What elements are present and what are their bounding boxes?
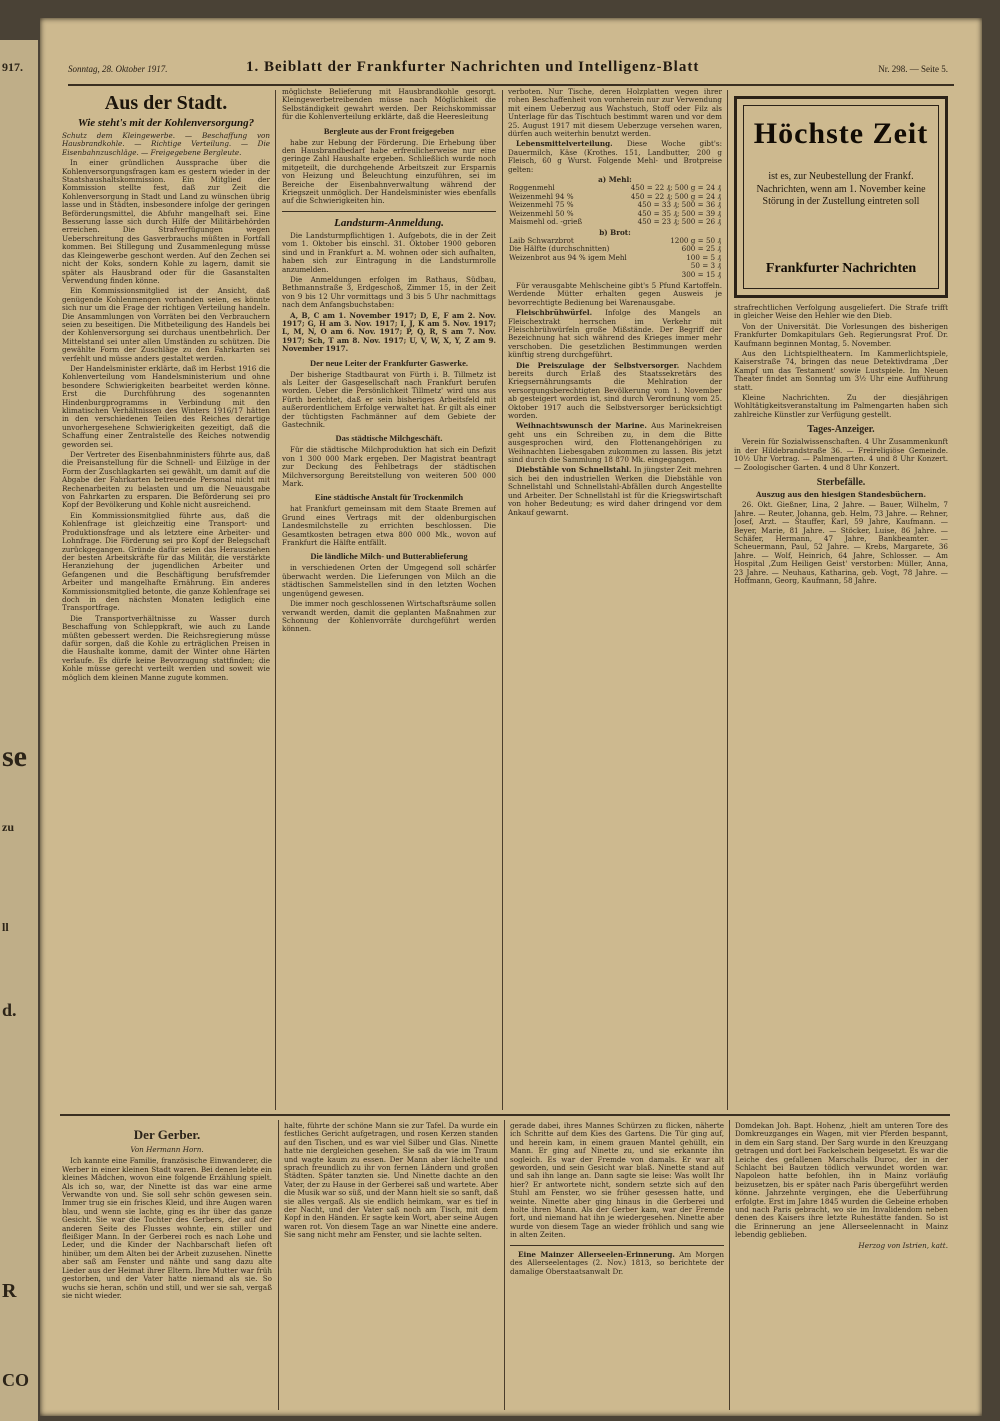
subheading: Das städtische Milchgeschäft. — [335, 433, 443, 444]
paragraph: Die immer noch geschlossenen Wirtschaftsräume sollen verwandt werden, damit die geplanten Maßnahmen zur Schonung der Kohlenvorräte durchgeführt werden können. — [282, 599, 496, 634]
feuilleton-column-1 — [62, 1122, 272, 1410]
masthead — [68, 59, 954, 86]
paragraph: A, B, C am 1. November 1917; D, E, F am 2. Nov. 1917; G, H am 3. Nov. 1917; I, J, K am 5. Nov. 1917; L, M, N, O am 6. Nov. 1917; P, Q, R, S am 7. Nov. 1917; Sch, T am 8. Nov. 1917; U, V, W, X, Y, Z am 9. November 1917. — [282, 310, 496, 354]
paragraph: Ich kannte eine Familie, französische Einwanderer, die Werber in einer kleinen Stadt waren. Bei denen lebte ein kleines Mädchen, wovon eine folgende Erzählung spielt. Als ich so, war, der Ninette ist das war eine arme Verwandte von und. Sie soll sehr schön gewesen sein. Immer trug sie ein frisches Kleid, und ihre Augen waren blau, und wenn sie lachte, ging es ihr über das ganze Gesicht. Sie war die Tochter des Gerbers, der auf der anderen Seite des Flusses wohnte, ein stiller und fleißiger Mann. In der Gerberei roch es nach Lohe und Leder, und die Kinder der Nachbarschaft liefen oft hinüber, um dem Alten bei der Arbeit zuzusehen. Ninette aber saß am Fenster und nähte und sang dazu alte Lieder aus der Heimat ihrer Eltern. Ihre Mutter war früh gestorben, und der Vater hatte niemand als sie. So wuchs sie heran, schön und still, und wer sie sah, vergaß sie nicht wieder. — [62, 1156, 272, 1300]
strip-fragment: R — [2, 1280, 17, 1302]
table-row: Maismehl od. -grieß 450 = 23 ₰; 500 = 26 ₰ — [509, 217, 721, 227]
paragraph: Die Transportverhältnisse zu Wasser durch Beschaffung von Schleppkraft, wie auch zu Lande müßten gebessert werden. Die Reichsregierung müsse dafür sorgen, daß die Kohle zu erträglichen Preisen in die Haushalte komme, damit der Winter ohne Härten verlaufe. Es dürfe keine Bevorzugung stattfinden; die Kohle müsse gerecht verteilt werden und soweit wie möglich dem kleinen Manne zugute kommen. — [62, 613, 270, 682]
inline-heading: Eine Mainzer Allerseelen-Erinnerung. — [518, 1249, 675, 1259]
issue-date: Sonntag, 28. Oktober 1917. — [68, 64, 168, 74]
table-row: 50 = 3 ₰ — [690, 261, 721, 271]
inline-heading: Weihnachtswunsch der Marine. — [516, 421, 647, 431]
ad-newspaper-name: Frankfurter Nachrichten — [765, 261, 917, 276]
feuilleton-column-4 — [735, 1122, 948, 1410]
table-row: 300 = 15 ₰ — [681, 269, 721, 279]
inline-heading: Lebensmittelverteilung. — [516, 139, 613, 149]
table-row: Die Hälfte (durchschnitten) 600 = 25 ₰ — [509, 244, 721, 254]
article-headline: Landsturm-Anmeldung. — [334, 216, 444, 229]
column-2 — [282, 88, 496, 1110]
subheading: Die ländliche Milch- und Butterablieferung — [310, 551, 468, 562]
inline-heading: Die Preiszulage der Selbstversorger. — [516, 360, 680, 370]
column-1 — [62, 88, 270, 1110]
table-row: Weizenmehl 94 % 450 = 22 ₰; 500 g = 24 ₰ — [509, 191, 721, 201]
paragraph: habe zur Hebung der Förderung. Die Erhebung über den Hausbrandbedarf habe erfreulicherweise nur eine geringe Zahl Haushalte ergeben. Schließlich wurde noch mitgeteilt, die durchgehende Arbeitszeit zur Ersparnis von Heizung und Beleuchtung einzuführen, sei im Bereiche der Eisenbahnverwaltung während der Kriegszeit unmöglich. Der Handelsminister wies ebenfalls auf die Schwierigkeiten hin. — [282, 137, 496, 206]
paragraph: verboten. Nur Tische, deren Holzplatten wegen ihrer rohen Beschaffenheit von vornherein nur zur Verwendung mit einem Ueberzug aus Wachstuch, Stoff oder Filz als Unterlage für das Tischtuch bestimmt waren und vor dem 25. August 1917 mit diesem Ueberzuge versehen waren, dürfen auch weiterhin benutzt werden. — [508, 88, 722, 139]
paragraph: Der bisherige Stadtbaurat von Fürth i. B. Tillmetz ist als Leiter der Gasgesellschaft nach Frankfurt berufen worden. Ueber die Persönlichkeit Tillmetz' wird uns aus Fürth berichtet, daß er sein bisheriges Arbeitsfeld mit außerordentlichem Erfolge verwaltet hat. Er gilt als einer der tüchtigsten Fachmänner auf dem Gebiete der Gastechnik. — [282, 369, 496, 429]
strip-fragment: zu — [2, 820, 14, 834]
article-summary: Schutz dem Kleingewerbe. — Beschaffung von Hausbrandkohle. — Richtige Verteilung. — Die Eisenbahnzuschläge. — Freigegebene Bergleute. — [62, 131, 270, 157]
masthead-title: 1. Beiblatt der Frankfurter Nachrichten und Intelligenz-Blatt — [246, 59, 700, 75]
table-row: Laib Schwarzbrot 1200 g = 50 ₰ — [509, 235, 721, 245]
table-row: Weizenmehl 50 % 450 = 35 ₰; 500 = 39 ₰ — [509, 208, 721, 218]
page-number: Nr. 298. — Seite 5. — [878, 64, 948, 74]
adjacent-page-strip — [0, 40, 38, 1421]
table-row: Roggenmehl 450 = 22 ₰; 500 g = 24 ₰ — [509, 183, 721, 193]
feuilleton-divider — [60, 1114, 950, 1116]
section-headline: Aus der Stadt. — [104, 92, 228, 114]
feuilleton-column-2 — [284, 1122, 498, 1410]
paragraph: Ein Kommissionsmitglied führte aus, daß die Kohlenfrage ist gleichzeitig eine Transport- und Produktionsfrage und als letztere eine Arbeiter- und Lohnfrage. Die Förderung sei pro Kopf der Belegschaft zurückgegangen. Gründe dafür seien das Herausziehen der besten Arbeitskräfte für das Militär, die verstärkte Heranziehung der jugendlichen Arbeiter und Gefangenen und die Beschäftigung berufsfremder Arbeiter und mangelhafte Ernährung. Ein anderes Kommissionsmitglied betonte, die ganze Kohlenfrage sei doch in den nächsten Monaten lediglich eine Transportfrage. — [62, 510, 270, 613]
section-heading: Tages-Anzeiger. — [807, 424, 875, 436]
paragraph: möglichste Belieferung mit Hausbrandkohle gesorgt. Kleingewerbetreibenden müsse nach Möglichkeit die Selbständigkeit gewahrt werden. Der Reichskommissar für die Kohlenverteilung erklärte, daß die Heeresleitung — [282, 88, 496, 122]
paragraph: gerade dabei, ihres Mannes Schürzen zu flicken, näherte ich Schritte auf dem Kies des Gartens. Die Tür ging auf, und herein kam, in einem grauen Mantel gehüllt, ein Mann. Er ging auf Ninette zu, und sie erkannte ihn sogleich. Es war der Fremde von damals. Er war alt geworden, und sein Gesicht war blaß. Ninette stand auf und sah ihn lange an. Dann sagte sie leise: Was wollt Ihr hier? Er antwortete nicht, sondern setzte sich auf den Stuhl am Fenster, wo sie früher gesessen hatte, und weinte. Ninette aber ging hinaus in die Gerberei und holte ihren Mann. Als der Gerber kam, war der Fremde fort, und niemand hat ihn je wiedergesehen. Ninette aber wurde von diesem Tage an wieder fröhlich und sang wie in alten Zeiten. — [510, 1122, 724, 1240]
paragraph: strafrechtlichen Verfolgung ausgeliefert. Die Strafe trifft in gleicher Weise den Hehler wie den Dieb. — [734, 304, 948, 321]
inline-heading: Fleischbrühwürfel. — [516, 308, 593, 318]
paragraph: Für verausgabte Mehlscheine gibt's 5 Pfund Kartoffeln. Werdende Mütter erhalten gegen Ausweis je bevorrechtigte Bedienung bei Warenausgabe. — [508, 280, 722, 307]
subheading: Der neue Leiter der Frankfurter Gaswerke. — [309, 357, 468, 368]
section-subheading: Auszug aus den hiesigen Standesbüchern. — [755, 489, 927, 499]
table-row: Weizenbrot aus 94 % igem Mehl 100 = 5 ₰ — [509, 252, 721, 262]
story-author: Von Hermann Horn. — [130, 1145, 204, 1154]
subheading: Eine städtische Anstalt für Trockenmilch — [314, 492, 464, 503]
ad-title: Höchste Zeit — [753, 117, 929, 150]
paragraph: 26. Okt. Gießner, Lina, 2 Jahre. — Bauer, Wilhelm, 7 Jahre. — Reuter, Johanna, geb. Helm, 73 Jahre. — Rehner, Josef, Arzt. — Stauffer, Karl, 59 Jahre, Kaufmann. — Beyer, Marie, 81 Jahre. — Stöcker, Luise, 86 Jahre. — Schäfer, Hermann, 47 Jahre, Bankbeamter. — Scheuermann, Paul, 52 Jahre. — Krebs, Margarete, 36 Jahre. — Wolf, Heinrich, 64 Jahre, Schlosser. — Am Hospital ,Zum Heiligen Geist' verstorben: Müller, Anna, 23 Jahre. — Neuhaus, Katharina, geb. Vogt, 78 Jahre. — Hoffmann, Georg, Kaufmann, 58 Jahre. — [734, 500, 948, 585]
column-divider — [727, 90, 728, 1110]
paragraph: in verschiedenen Orten der Umgegend soll schärfer überwacht werden. Die Lieferungen von Milch an die städtischen Sammelstellen sind in den letzten Wochen ungenügend gewesen. — [282, 563, 496, 598]
column-3: verboten. Nur Tische, deren Holzplatten wegen ihrer rohen Beschaffenheit von vornherein nur zur Verwendung mit einem Ueberzug aus Wachstuch, Stoff oder Filz als Unterlage für das Tischtuch bestimmt waren und vor dem 25. August 1917 mit diesem Ueberzuge versehen waren, dürfen auch weiterhin benutzt werden. Lebensmittelverteilung. Diese Woche gibt's: Dauermilch, Käse (Krothes. 151, Landbutter, 200 g Fleisch, 60 g Wurst. Folgende Mehl- und Brotpreise gelten: a) Mehl: Roggenmehl 450 = 22 ₰; 500 g = 24 ₰ Weizenmehl 94 % 450 = 22 ₰; 500 g = 24 ₰ Weizenmehl 75 % 450 = 33 ₰; 500 = 36 ₰ Weizenmehl 50 % 450 = 35 ₰; 500 = 39 ₰ Maismehl od. -grieß 450 = 23 ₰; 500 = 26 ₰ b) Brot: Laib Schwarzbrot 1200 g = 50 ₰ Die Hälfte (durchschnitten) 600 = 25 ₰ Weizenbrot aus 94 % igem Mehl 100 = 5 ₰ 50 = 3 ₰ 300 = 15 ₰ Für verausgabte Mehlscheine gibt's 5 Pfund Kartoffeln. Werdende Mütter erhalten gegen Ausweis je bevorrechtigte Bedienung bei Warenausgabe. Fleischbrühwürfel. Infolge des Mangels an Fleischextrakt herrschen im Verkehr mit Fleischbrühwürfeln große Mißstände. Der Begriff der Bezeichnung hat sich während des Krieges immer mehr verschoben. Die gesetzlichen Bestimmungen werden künftig streng durchgeführt. Die Preiszulage der Selbstversorger. Nachdem bereits durch Erlaß des Staatssekretärs des Kriegsernährungsamts die Mehlration der versorgungsberechtigten Bevölkerung vom 1. November ab gesteigert worden ist, sind durch Verordnung vom 25. Oktober 1917 auch die Selbstversorger berücksichtigt worden. Weihnachtswunsch der Marine. Aus Marinekreisen geht uns ein Schreiben zu, in dem die Bitte ausgesprochen wird, den Flottenangehörigen zu Weihnachten Liebesgaben zukommen zu lassen. Bis jetzt sind durch die Sammlung 18 870 Mk. eingegangen. Diebstähle von Schnellstahl. In jüngster Zeit mehren sich bei den industriellen Werken die Diebstähle von Schnellstahl und Schnellstahl-Abfällen durch Angestellte und Arbeiter. Der Schnellstahl ist für die Kriegswirtschaft von hoher Bedeutung; es wird daher dringend vor dem Ankauf gewarnt. — [508, 88, 722, 517]
column-divider — [502, 90, 503, 1110]
section-heading: Sterbefälle. — [816, 476, 866, 488]
paragraph: Von der Universität. Die Vorlesungen des bisherigen Frankfurter Domkapitulars Geh. Regierungsrat Prof. Dr. Kaufmann beginnen Montag, 5. November. — [734, 321, 948, 348]
paragraph: Die Anmeldungen erfolgen im Rathaus, Südbau, Bethmannstraße 3, Erdgeschoß, Zimmer 15, in der Zeit von 9 bis 12 Uhr vormittags und 3 bis 5 Uhr nachmittags nach dem Anfangsbuchstaben: — [282, 274, 496, 310]
table-caption: a) Mehl: — [598, 175, 632, 185]
story-title: Der Gerber. — [133, 1127, 201, 1142]
paragraph: Domdekan Joh. Bapt. Hohenz, ,hielt am unteren Tore des Domkreuzganges ein Wagen, mit vier Pferden bespannt, in dem ein Sarg stand. Der Sarg wurde in den Kreuzgang getragen und dort bei Fackelschein beigesetzt. Es war die Leiche des gefallenen Marschalls Duroc, der in der Schlacht bei Bautzen tödlich verwundet worden war. Napoleon hatte befohlen, ihn in Mainz vorläufig beizusetzen, bis er später nach Paris übergeführt werden könne. Jahrzehnte vergingen, ehe die Ueberführung erfolgte. Erst im Jahre 1845 wurden die Gebeine erhoben und nach Paris gebracht, wo sie im Invalidendom neben denen des Kaisers ihre letzte Ruhestätte fanden. So ist die Erinnerung an jene Allerseelennacht in Mainz lebendig geblieben. — [735, 1122, 948, 1240]
paragraph: Diese Woche gibt's: Dauermilch, Käse (Krothes. 151, Landbutter, 200 g Fleisch, 60 g Wurst. Folgende Mehl- und Brotpreise gelten: — [508, 139, 722, 174]
table-caption: b) Brot: — [599, 227, 631, 237]
paragraph: Kleine Nachrichten. Zu der diesjährigen Wohltätigkeitsveranstaltung im Palmengarten haben sich zahlreiche Künstler zur Verfügung gestellt. — [734, 393, 948, 419]
paragraph: Die Landsturmpflichtigen 1. Aufgebots, die in der Zeit vom 1. Oktober bis einschl. 31. Oktober 1900 geboren sind und in Frankfurt a. M. wohnen oder sich aufhalten, haben sich zur Eintragung in die Landsturmrolle anzumelden. — [282, 230, 496, 274]
paragraph: Der Vertreter des Eisenbahnministers führte aus, daß die Preisanstellung für die Schnell- und Eilzüge in der Form der Zuschlagkarten sei gewählt, um damit auf die Abgabe der Fahrkarten betreuende Personal nicht mit Rechenarbeiten zu belasten und um die Neuausgabe von Fahrkarten zu ersparen. Die Beförderung sei pro Kopf der Bevölkerung und Kohle nicht ausreichend. — [62, 450, 270, 510]
paragraph: Für die städtische Milchproduktion hat sich ein Defizit von 1 300 000 Mark ergeben. Der Magistrat beantragt zur Deckung des Fehlbetrags der städtischen Milchversorgung Bereitstellung von weiteren 500 000 Mark. — [282, 445, 496, 489]
paragraph: Aus den Lichtspieltheatern. Im Kammerlichtspiele, Kaiserstraße 74, bringen das neue Detektivdrama ,Der Kampf um das Testament' sowie Lustspiele. Im Neuen Theater findet am Sonntag um 3½ Uhr eine Aufführung statt. — [734, 349, 948, 392]
bread-price-table — [508, 237, 722, 279]
paragraph: hat Frankfurt gemeinsam mit dem Staate Bremen auf Grund eines Vertrags mit der oldenburgischen Landesmilchstelle zu errichten beschlossen. Die Gesamtkosten betragen etwa 800 000 Mk., wovon auf Frankfurt die Hälfte entfällt. — [282, 504, 496, 548]
paragraph: Der Handelsminister erklärte, daß im Herbst 1916 die Kohlenverteilung vom Handelsministerium und ohne besondere Schwierigkeiten bearbeitet werden könne. Erst die Durchführung des sogenannten Hindenburgprogramms in Verbindung mit den klimatischen Verhältnissen des Winters 1916/17 hätten in den verschiedenen Teilen des Reiches derartige unvorhergesehene Schwierigkeiten gezeitigt, daß die Schaffung einer Zentralstelle des Reiches notwendig geworden sei. — [62, 363, 270, 449]
paragraph: In einer gründlichen Aussprache über die Kohlenversorgungsfragen kam es gestern wieder in der Staatshaushaltskommission. Ein Mitglied der Kommission stellte fest, daß zur Zeit die Kohlenversorgung in Stadt und Land zu wünschen übrig lasse und in Städten, insbesondere infolge der geringen Beförderungsmittel, die Abfuhr mangelhaft sei. Eine Besserung lasse sich durch Hilfe der Militärbehörden erreichen. Die Strafverfügungen wegen Ueberschreitung des Gasverbrauchs müßten in Fortfall kommen. Bei Stillegung und Zusammenlegung müsse das Kleingewerbe geschont werden. Auf den Zechen sei nicht der Koks, sondern Kohle zu lagern, damit sie später als Hausbrand oder für die Gasanstalten Verwendung finden könne. — [62, 158, 270, 285]
column-4 — [734, 304, 948, 1110]
strip-fragment: se — [2, 740, 27, 773]
strip-fragment: ll — [2, 920, 9, 934]
paragraph: Verein für Sozialwissenschaften. 4 Uhr Zusammenkunft in der Hildebrandstraße 36. — Freireligiöse Gemeinde. 10½ Uhr Vortrag. — Palmengarten. 4 und 8 Uhr Konzert. — Zoologischer Garten. 4 und 8 Uhr Konzert. — [734, 437, 948, 472]
signature: Herzog von Istrien, katt. — [858, 1240, 948, 1250]
table-row: Weizenmehl 75 % 450 = 33 ₰; 500 = 36 ₰ — [509, 200, 721, 210]
article-headline: Wie steht's mit der Kohlenversorgung? — [77, 117, 255, 129]
column-divider — [504, 1120, 505, 1410]
paragraph: halte, führte der schöne Mann sie zur Tafel. Da wurde ein festliches Gericht aufgetragen, und rosen Kerzen standen auf den Tischen, und es war viel Silber und Glas. Ninette hatte nie dergleichen gesehen. Sie saß da wie im Traum und wagte kaum zu essen. Der Mann aber lächelte und sprach freundlich zu ihr von fernen Ländern und großen Städten. Später tanzten sie. Und Ninette dachte an den Vater, der zu Hause in der Gerberei saß und wartete. Aber die Musik war so süß, und der Mann hielt sie so sanft, daß sie alles vergaß. Als sie endlich heimkam, war es tief in der Nacht, und der Vater saß noch am Tisch, mit dem Kopf in den Händen. Er sagte kein Wort, aber seine Augen waren rot. Von diesem Tage an war Ninette eine andere. Sie sang nicht mehr am Fenster, und sie lachte selten. — [284, 1122, 498, 1240]
ad-text: ist es, zur Neubestellung der Frankf. Nachrichten, wenn am 1. November keine Störung in der Zustellung eintreten soll — [756, 171, 926, 207]
feuilleton-column-3: gerade dabei, ihres Mannes Schürzen zu flicken, näherte ich Schritte auf dem Kies des Gartens. Die Tür ging auf, und herein kam, in einem grauen Mantel gehüllt, ein Mann. Er ging auf Ninette zu, und sie erkannte ihn sogleich. Es war der Fremde von damals. Er war alt geworden, und sein Gesicht war blaß. Ninette stand auf und sah ihn lange an. Dann sagte sie leise: Was wollt Ihr hier? Er antwortete nicht, sondern setzte sich auf den Stuhl am Fenster, wo sie früher gesessen hatte, und weinte. Ninette aber ging hinaus in die Gerberei und holte ihren Mann. Als der Gerber kam, war der Fremde fort, und niemand hat ihn je wiedergesehen. Ninette aber wurde von diesem Tage an wieder fröhlich und sang wie in alten Zeiten. Eine Mainzer Allerseelen-Erinnerung. Am Morgen des Allerseelentages (2. Nov.) 1813, so berichtete der damalige Oberstaatsanwalt Dr. — [510, 1122, 724, 1276]
column-divider — [275, 90, 276, 1110]
column-divider — [729, 1120, 730, 1410]
flour-price-table — [508, 184, 722, 226]
strip-fragment: d. — [2, 1000, 17, 1020]
paragraph: Ein Kommissionsmitglied ist der Ansicht, daß genügende Kohlenmengen vorhanden seien, es könnte sich nur um die Frage der richtigen Verteilung handeln. Die Ansammlungen von Vorräten bei den Verbrauchern seien zu beseitigen. Die Mitbeteiligung des Handels bei der Kohlenversorgung sei durchaus unentbehrlich. Der Mittelstand sei unter allen Umständen zu schützen. Die gewählte Form der Zuschläge zu den Fahrkarten sei verfehlt und müsse anders gestaltet werden. — [62, 286, 270, 363]
subscription-advertisement — [734, 96, 948, 298]
subheading: Bergleute aus der Front freigegeben — [323, 125, 455, 136]
inline-heading: Diebstähle von Schnellstahl. — [516, 465, 632, 475]
column-divider — [278, 1120, 279, 1410]
strip-fragment: CO — [2, 1370, 29, 1390]
strip-fragment: 917. — [2, 60, 23, 74]
